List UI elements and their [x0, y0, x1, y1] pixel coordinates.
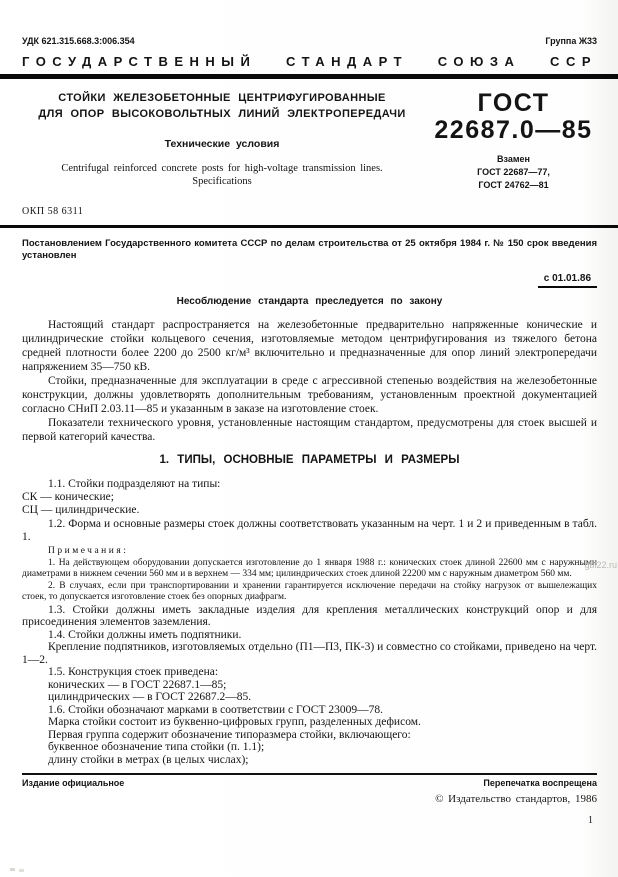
group-code: Группа Ж33	[545, 36, 597, 46]
udk-code: УДК 621.315.668.3:006.354	[22, 36, 135, 46]
page-number: 1	[588, 815, 593, 827]
clause-1-1: 1.1. Стойки подразделяют на типы:	[48, 478, 221, 490]
effective-date-row	[22, 268, 597, 286]
title-line-2: ДЛЯ ОПОР ВЫСОКОВОЛЬТНЫХ ЛИНИЙ ЭЛЕКТРОПЕРЕДАЧИ	[38, 108, 406, 120]
footer-rule	[22, 773, 597, 775]
note-2: 2. В случаях, если при транспортировании и хранении гарантируется исключение передачи на стойку нагрузок от вышележащих стоек, то допускается изготовление стоек без опорных диафрагм.	[22, 580, 597, 603]
clause-1-5-cylindrical: цилиндрических — в ГОСТ 22687.2—85.	[48, 691, 252, 704]
notes-block	[22, 546, 597, 604]
type-sk: СК — конические;	[22, 491, 114, 504]
clause-1-6-group: Первая группа содержит обозначение типоразмера стойки, включающего:	[48, 728, 411, 741]
intro-paragraph: Показатели технического уровня, установленные настоящим стандартом, предусмотрены для стоек высшей и первой категорий качества.	[22, 417, 597, 443]
clause-1-6-mark: Марка стойки состоит из буквенно-цифровых групп, разделенных дефисом.	[48, 716, 421, 729]
section-1-heading: 1. ТИПЫ, ОСНОВНЫЕ ПАРАМЕТРЫ И РАЗМЕРЫ	[159, 454, 460, 466]
gost-label: ГОСТ	[477, 89, 550, 117]
clause-1-6-letter: буквенное обозначение типа стойки (п. 1.1);	[48, 741, 265, 754]
replaces-label: Взамен	[497, 154, 530, 164]
document-title	[22, 90, 422, 122]
introduction	[22, 318, 597, 444]
watermark-text: gbl22.ru	[584, 560, 617, 570]
clause-1-3: 1.3. Стойки должны иметь закладные изделия для крепления металлических конструкций опор и для присоединения элементов заземления.	[22, 603, 597, 629]
clause-1-5-conical: конических — в ГОСТ 22687.1—85;	[48, 678, 227, 691]
mid-rule	[0, 225, 618, 228]
clause-1-2: 1.2. Форма и основные размеры стоек должны соответствовать указанным на черт. 1 и 2 и приведенным в табл. 1.	[22, 517, 597, 543]
footer-row	[22, 778, 597, 789]
section-1-continued	[22, 604, 597, 767]
replaced-standard-2: ГОСТ 24762—81	[478, 180, 549, 190]
effective-date: с 01.01.86	[538, 273, 597, 288]
replaced-standard-1: ГОСТ 22687—77,	[477, 167, 550, 177]
clause-1-6-length: длину стойки в метрах (в целых числах);	[48, 753, 249, 766]
title-block	[22, 90, 597, 192]
scan-smudge	[10, 868, 15, 871]
top-codes-row	[22, 36, 597, 47]
intro-paragraph: Настоящий стандарт распространяется на железобетонные предварительно напряженные конические и цилиндрические стойки кольцевого сечения, изготовляемые методом центрифугирования из тяжелого бетона средней плотности более 2200 до 2500 кг/м³ включительно и предназначенные для опор линий электропередачи напряжением 35—750 кВ.	[22, 319, 597, 373]
subtitle-ru: Технические условия	[164, 138, 280, 150]
no-reprint-label: Перепечатка воспрещена	[483, 778, 597, 789]
intro-paragraph: Стойки, предназначенные для эксплуатации в среде с агрессивной степенью воздействия на железобетонные конструкции, должны удовлетворять дополнительным требованиям, установленным проектной документацией согласно СНиП 2.03.11—85 и указанным в заказе на изготовление стоек.	[22, 375, 597, 415]
clause-1-4: 1.4. Стойки должны иметь подпятники.	[48, 628, 242, 641]
clause-1-4-detail: Крепление подпятников, изготовляемых отдельно (П1—П3, ПК-3) и совместно со стойками, приведено на черт. 1—2.	[22, 641, 597, 666]
gost-number: 22687.0—85	[434, 116, 593, 144]
clause-1-6: 1.6. Стойки обозначают марками в соответствии с ГОСТ 23009—78.	[48, 703, 383, 716]
notes-label: Примечания:	[48, 546, 129, 557]
replaces-block	[430, 153, 597, 192]
type-sc: СЦ — цилиндрические.	[22, 504, 140, 517]
title-en-line-2: Specifications	[192, 176, 252, 187]
note-1: 1. На действующем оборудовании допускается изготовление до 1 января 1988 г.: конических стоек длиной 22600 мм с наружными диаметрами в нижнем сечении 560 мм и в верхнем — 334 мм; цилиндрических стоек длиной 22200 мм с наружным диаметром 560 мм.	[22, 557, 597, 580]
title-left-column	[22, 90, 422, 192]
title-english	[22, 162, 422, 188]
header-rule	[0, 74, 618, 79]
title-en-line-1: Centrifugal reinforced concrete posts for high-voltage transmission lines.	[61, 163, 383, 174]
section-1-body	[22, 478, 597, 544]
okp-code: ОКП 58 6311	[22, 206, 84, 217]
official-edition-label: Издание официальное	[22, 778, 125, 789]
state-standard-header: ГОСУДАРСТВЕННЫЙ СТАНДАРТ СОЮЗА ССР	[22, 54, 597, 69]
standard-number-block	[422, 90, 597, 192]
decree-text: Постановлением Государственного комитета СССР по делам строительства от 25 октября 1984 г. № 150 срок введения установлен	[22, 238, 597, 261]
gost-designation	[430, 90, 597, 144]
clause-1-5: 1.5. Конструкция стоек приведена:	[48, 666, 219, 679]
copyright-line: © Издательство стандартов, 1986	[435, 793, 597, 806]
title-line-1: СТОЙКИ ЖЕЛЕЗОБЕТОННЫЕ ЦЕНТРИФУГИРОВАННЫЕ	[58, 92, 386, 104]
law-notice: Несоблюдение стандарта преследуется по закону	[176, 296, 443, 307]
